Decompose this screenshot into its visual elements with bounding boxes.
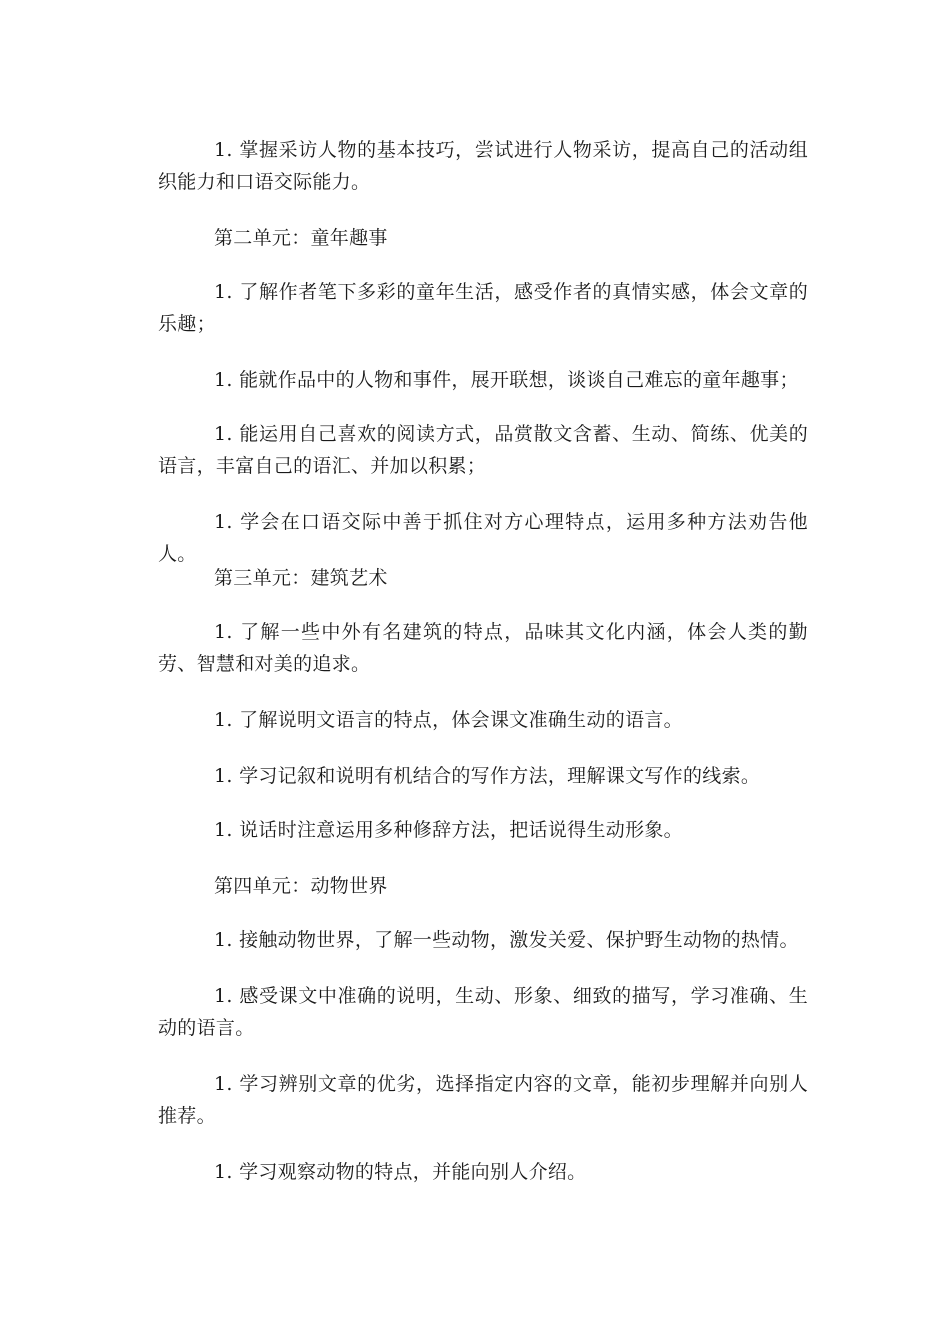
objective-paragraph: 1. 感受课文中准确的说明，生动、形象、细致的描写，学习准确、生动的语言。 xyxy=(158,985,808,1039)
objective-paragraph: 1. 学会在口语交际中善于抓住对方心理特点，运用多种方法劝告他人。 xyxy=(158,511,808,565)
objective-paragraph: 1. 了解作者笔下多彩的童年生活，感受作者的真情实感，体会文章的乐趣； xyxy=(158,281,808,335)
objective-paragraph: 1. 学习观察动物的特点，并能向别人介绍。 xyxy=(214,1161,587,1183)
unit-heading: 第三单元：建筑艺术 xyxy=(214,567,388,589)
objective-paragraph: 1. 掌握采访人物的基本技巧，尝试进行人物采访，提高自己的活动组织能力和口语交际能力。 xyxy=(158,139,808,193)
unit-heading: 第四单元：动物世界 xyxy=(214,875,388,897)
objective-paragraph: 1. 学习辨别文章的优劣，选择指定内容的文章，能初步理解并向别人推荐。 xyxy=(158,1073,808,1127)
objective-paragraph: 1. 学习记叙和说明有机结合的写作方法，理解课文写作的线索。 xyxy=(214,765,761,787)
objective-paragraph: 1. 了解一些中外有名建筑的特点，品味其文化内涵，体会人类的勤劳、智慧和对美的追求。 xyxy=(158,621,808,675)
objective-paragraph: 1. 能就作品中的人物和事件，展开联想，谈谈自己难忘的童年趣事； xyxy=(214,369,799,391)
objective-paragraph: 1. 能运用自己喜欢的阅读方式，品赏散文含蓄、生动、简练、优美的语言，丰富自己的语汇、并加以积累； xyxy=(158,423,808,477)
objective-paragraph: 1. 说话时注意运用多种修辞方法，把话说得生动形象。 xyxy=(214,819,683,841)
unit-heading: 第二单元：童年趣事 xyxy=(214,227,388,249)
objective-paragraph: 1. 了解说明文语言的特点，体会课文准确生动的语言。 xyxy=(214,709,683,731)
objective-paragraph: 1. 接触动物世界，了解一些动物，激发关爱、保护野生动物的热情。 xyxy=(214,929,799,951)
